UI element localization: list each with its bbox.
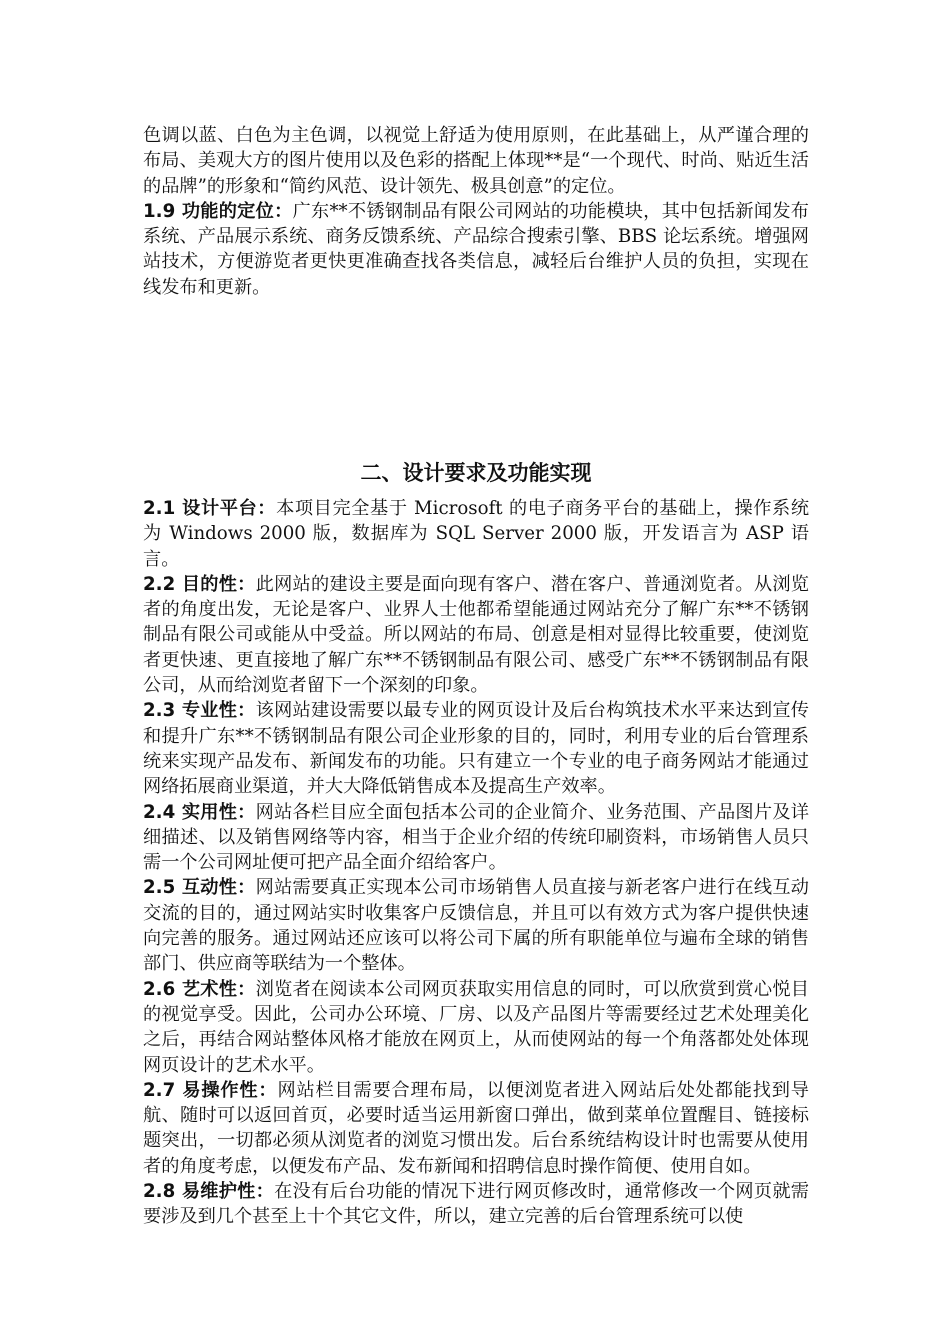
section-2-title: 二、设计要求及功能实现 [360, 461, 592, 485]
item-2-4-heading: 2.4 实用性： [143, 801, 256, 823]
item-2-5-heading: 2.5 互动性： [143, 877, 256, 899]
item-2-8-body: 在没有后台功能的情况下进行网页修改时，通常修改一个网页就需要涉及到几个甚至上十个其它文件，所以，建立完善的后台管理系统可以使 [143, 1181, 809, 1228]
item-2-7-body: 网站栏目需要合理布局，以便浏览者进入网站后处处都能找到导航、随时可以返回首页，必要时适当运用新窗口弹出，做到菜单位置醒目、链接标题突出，一切都必须从浏览者的浏览习惯出发。后台系统结构设计时也需要从使用者的角度考虑，以便发布产品、发布新闻和招聘信息时操作简便、使用自如。 [143, 1079, 809, 1177]
item-2-4-body: 网站各栏目应全面包括本公司的企业简介、业务范围、产品图片及详细描述、以及销售网络等内容，相当于企业介绍的传统印刷资料，市场销售人员只需一个公司网址便可把产品全面介绍给客户。 [143, 801, 809, 874]
intro-paragraph [143, 123, 809, 199]
item-2-8-paragraph [143, 1179, 809, 1230]
item-2-1-paragraph [143, 496, 809, 572]
item-2-6-heading: 2.6 艺术性： [143, 978, 256, 1000]
section-1-9-body: 广东**不锈钢制品有限公司网站的功能模块，其中包括新闻发布系统、产品展示系统、商务反馈系统、产品综合搜索引擎、BBS 论坛系统。增强网站技术，方便游览者更快更准确查找各类信息，减轻后台维护人员的负担，实现在线发布和更新。 [143, 200, 809, 298]
item-2-2-heading: 2.2 目的性： [143, 573, 256, 595]
item-2-7-heading: 2.7 易操作性： [143, 1079, 278, 1101]
item-2-3-paragraph [143, 698, 809, 799]
item-2-3-heading: 2.3 专业性： [143, 700, 256, 722]
upper-text-block [143, 123, 809, 300]
section-1-9-heading: 1.9 功能的定位： [143, 200, 293, 222]
item-2-4-paragraph [143, 800, 809, 876]
item-2-7-paragraph [143, 1078, 809, 1179]
item-2-2-paragraph [143, 572, 809, 698]
item-2-1-heading: 2.1 设计平台： [143, 498, 277, 519]
item-2-3-body: 该网站建设需要以最专业的网页设计及后台构筑技术水平来达到宣传和提升广东**不锈钢制品有限公司企业形象的目的，同时，利用专业的后台管理系统来实现产品发布、新闻发布的功能。只有建立一个专业的电子商务网站才能通过网络拓展商业渠道，并大大降低销售成本及提高生产效率。 [143, 700, 809, 798]
item-2-8-heading: 2.8 易维护性： [143, 1181, 275, 1203]
intro-text: 色调以蓝、白色为主色调，以视觉上舒适为使用原则，在此基础上，从严谨合理的布局、美观大方的图片使用以及色彩的搭配上体现**是“一个现代、时尚、贴近生活的品牌”的形象和“简约风范、设计领先、极具创意”的定位。 [143, 125, 809, 197]
section-1-9-paragraph [143, 199, 809, 300]
item-2-5-paragraph [143, 875, 809, 976]
item-2-6-body: 浏览者在阅读本公司网页获取实用信息的同时，可以欣赏到赏心悦目的视觉享受。因此，公司办公环境、厂房、以及产品图片等需要经过艺术处理美化之后，再结合网站整体风格才能放在网页上，从而使网站的每一个角落都处处体现网页设计的艺术水平。 [143, 978, 809, 1076]
section-2-content [143, 496, 809, 1230]
item-2-2-body: 此网站的建设主要是面向现有客户、潜在客户、普通浏览者。从浏览者的角度出发，无论是客户、业界人士他都希望能通过网站充分了解广东**不锈钢制品有限公司或能从中受益。所以网站的布局、创意是相对显得比较重要，使浏览者更快速、更直接地了解广东**不锈钢制品有限公司、感受广东**不锈钢制品有限公司，从而给浏览者留下一个深刻的印象。 [143, 573, 809, 697]
item-2-1-body: 本项目完全基于 Microsoft 的电子商务平台的基础上，操作系统为 Windows 2000 版，数据库为 SQL Server 2000 版，开发语言为 ASP 语言。 [143, 498, 810, 570]
item-2-6-paragraph [143, 977, 809, 1078]
item-2-5-body: 网站需要真正实现本公司市场销售人员直接与新老客户进行在线互动交流的目的，通过网站实时收集客户反馈信息，并且可以有效方式为客户提供快速向完善的服务。通过网站还应该可以将公司下属的所有职能单位与遍布全球的销售部门、供应商等联结为一个整体。 [143, 877, 809, 975]
